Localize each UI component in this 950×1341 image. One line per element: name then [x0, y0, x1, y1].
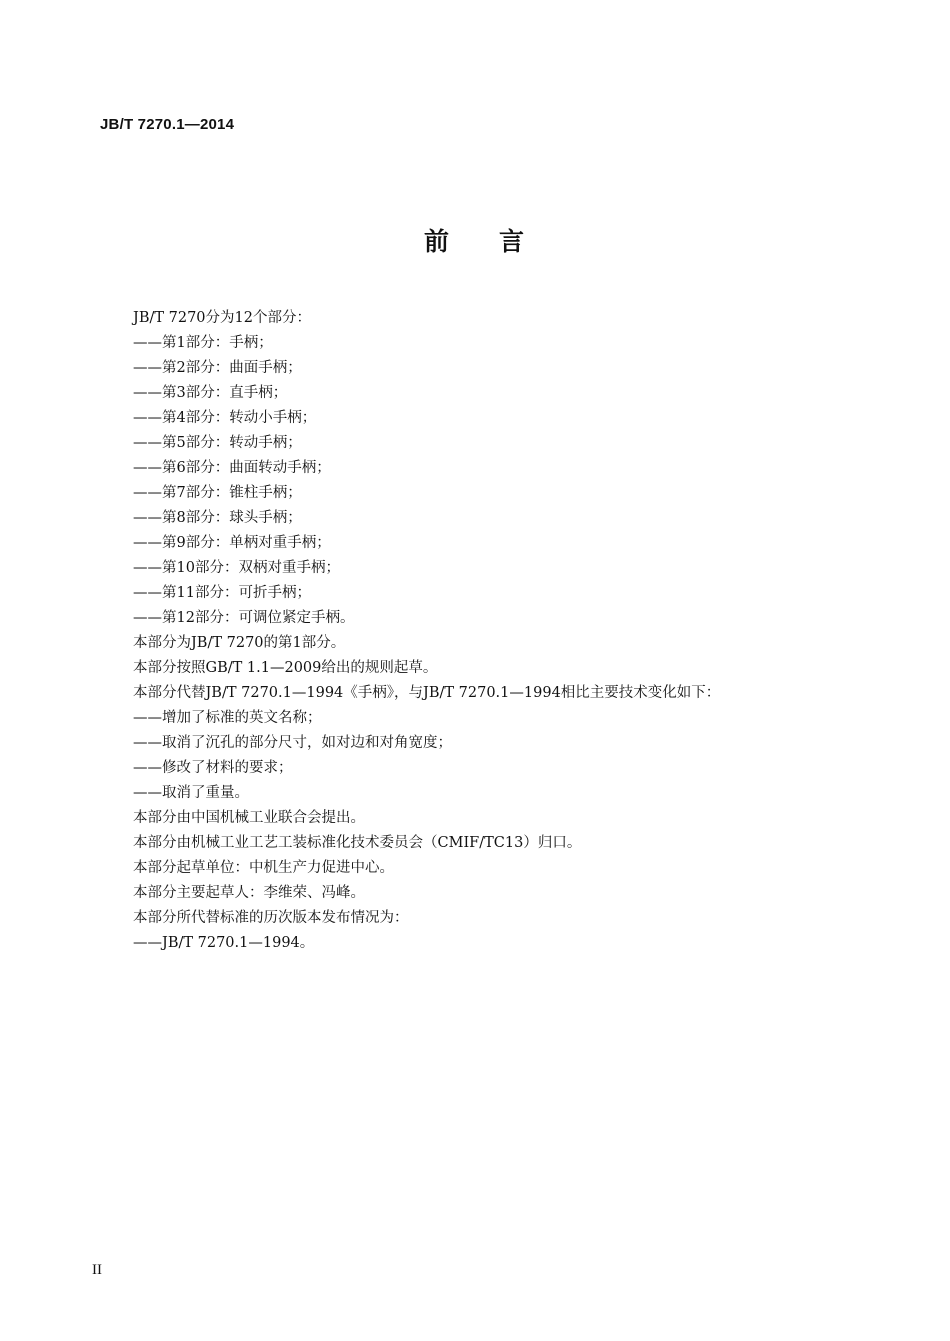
text-line: JB/T 7270分为12个部分：	[133, 310, 311, 326]
text-line: 本部分由机械工业工艺工装标准化技术委员会（CMIF/TC13）归口。	[133, 835, 582, 851]
title-char-1: 前	[423, 227, 451, 256]
text-line: 本部分代替JB/T 7270.1—1994《手柄》，与JB/T 7270.1—1994相比主要技术变化如下：	[133, 685, 721, 701]
text-line: ——第8部分：球头手柄；	[133, 510, 302, 526]
title-char-2: 言	[499, 227, 527, 256]
text-line: 本部分所代替标准的历次版本发布情况为：	[133, 910, 409, 926]
standard-number: JB/T 7270.1—2014	[100, 116, 235, 133]
page-number: II	[92, 1262, 102, 1278]
text-line: ——增加了标准的英文名称；	[133, 710, 322, 726]
text-line: ——修改了材料的要求；	[133, 760, 293, 776]
foreword-body	[133, 306, 853, 956]
text-line: 本部分起草单位：中机生产力促进中心。	[133, 860, 394, 876]
text-line: ——取消了重量。	[133, 785, 249, 801]
text-line: 本部分主要起草人：李维荣、冯峰。	[133, 885, 365, 901]
text-line: 本部分按照GB/T 1.1—2009给出的规则起草。	[133, 660, 438, 676]
text-line: ——第11部分：可折手柄；	[133, 585, 311, 601]
text-line: ——第1部分：手柄；	[133, 335, 273, 351]
text-line: ——第7部分：锥柱手柄；	[133, 485, 302, 501]
text-line: ——取消了沉孔的部分尺寸，如对边和对角宽度；	[133, 735, 452, 751]
text-line: ——第12部分：可调位紧定手柄。	[133, 610, 355, 626]
text-line: ——第2部分：曲面手柄；	[133, 360, 302, 376]
text-line: ——第6部分：曲面转动手柄；	[133, 460, 331, 476]
page-title	[0, 222, 950, 258]
text-line: ——第5部分：转动手柄；	[133, 435, 302, 451]
text-line: ——第4部分：转动小手柄；	[133, 410, 317, 426]
text-line: 本部分由中国机械工业联合会提出。	[133, 810, 365, 826]
text-line: ——第3部分：直手柄；	[133, 385, 288, 401]
text-line: ——第9部分：单柄对重手柄；	[133, 535, 331, 551]
text-line: ——JB/T 7270.1—1994。	[133, 935, 315, 951]
text-line: 本部分为JB/T 7270的第1部分。	[133, 635, 346, 651]
text-line: ——第10部分：双柄对重手柄；	[133, 560, 340, 576]
